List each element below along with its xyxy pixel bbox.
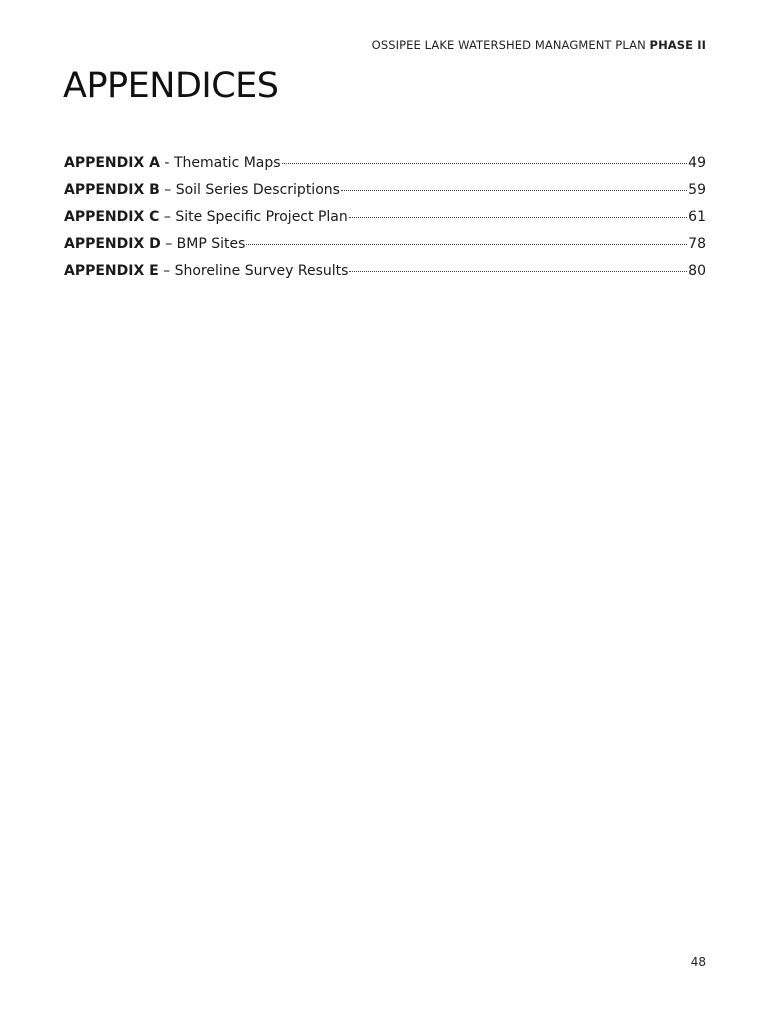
toc-entry-label: APPENDIX B (64, 182, 160, 198)
toc-entry-separator: – (159, 209, 176, 225)
dot-leader (349, 217, 687, 218)
toc-entry-title: Shoreline Survey Results (174, 263, 349, 279)
toc-entry-label: APPENDIX C (64, 209, 160, 225)
dot-leader (341, 190, 687, 191)
running-header (372, 38, 706, 52)
toc-entry-title: Soil Series Descriptions (175, 182, 340, 198)
toc-entry-title: BMP Sites (176, 236, 246, 252)
toc-entry-page: 59 (688, 182, 706, 198)
toc-entry-appendix-d[interactable] (64, 236, 706, 263)
toc-entry-appendix-a[interactable] (64, 155, 706, 182)
page-title: APPENDICES (63, 66, 279, 106)
toc-entry-page: 78 (688, 236, 706, 252)
toc-entry-separator: – (159, 182, 176, 198)
toc-entry-title: Site Specific Project Plan (175, 209, 348, 225)
toc-entry-separator: – (160, 236, 177, 252)
page-number: 48 (690, 955, 706, 969)
toc-entry-separator: – (158, 263, 175, 279)
toc-entry-label: APPENDIX D (64, 236, 161, 252)
toc-entry-page: 80 (688, 263, 706, 279)
table-of-contents (64, 155, 706, 290)
toc-entry-separator: - (159, 155, 174, 171)
toc-entry-page: 49 (688, 155, 706, 171)
dot-leader (246, 244, 687, 245)
toc-entry-appendix-b[interactable] (64, 182, 706, 209)
toc-entry-page: 61 (688, 209, 706, 225)
toc-entry-appendix-e[interactable] (64, 263, 706, 290)
toc-entry-title: Thematic Maps (173, 155, 281, 171)
document-title: OSSIPEE LAKE WATERSHED MANAGMENT PLAN (371, 38, 646, 52)
toc-entry-label: APPENDIX E (64, 263, 159, 279)
dot-leader (349, 271, 687, 272)
toc-entry-label: APPENDIX A (64, 155, 160, 171)
dot-leader (282, 163, 688, 164)
phase-label: PHASE II (649, 38, 706, 52)
toc-entry-appendix-c[interactable] (64, 209, 706, 236)
